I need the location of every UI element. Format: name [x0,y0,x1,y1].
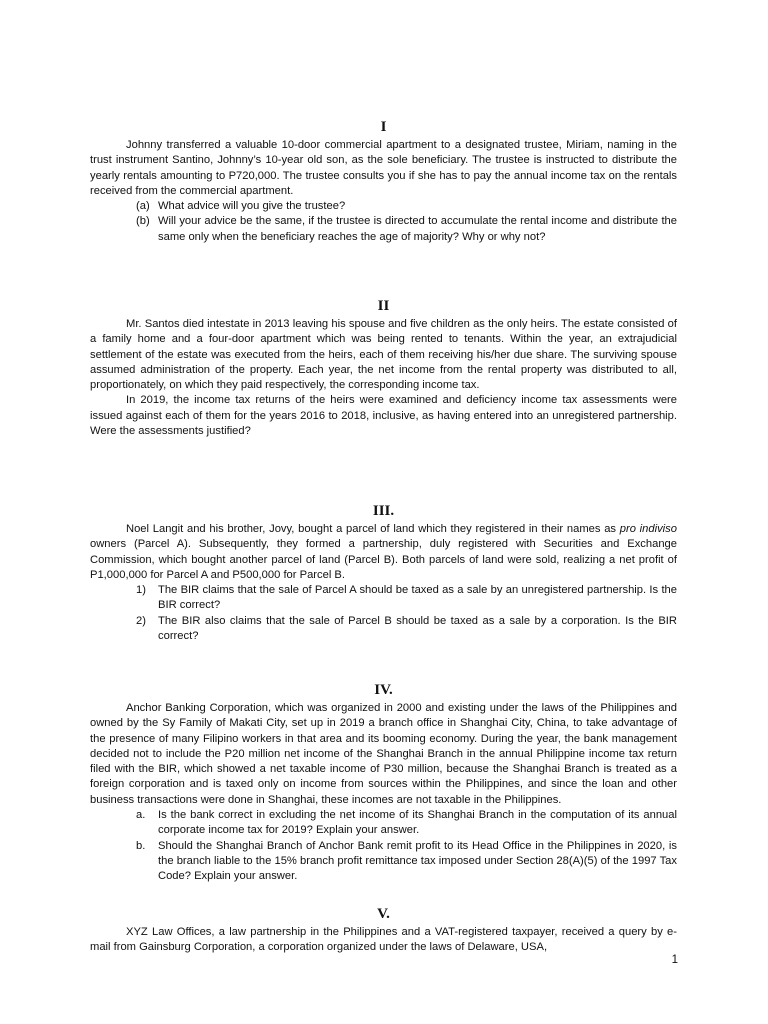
question-list [90,808,677,884]
section-paragraph: Anchor Banking Corporation, which was organized in 2000 and existing under the laws of the Philippines and owned by the Sy Family of Makati City, set up in 2019 a branch office in Shanghai City, China, to take advantage of the presence of many Filipino workers in that area and its booming economy. During the year, the bank management decided not to include the P20 million net income of the Shanghai Branch in the annual Philippine income tax return filed with the BIR, which showed a net taxable income of P30 million, because the Shanghai Branch is treated as a foreign corporation and is taxed only on income from sources within the Philippines, and since the loan and other business transactions were done in Shanghai, these incomes are not taxable in the Philippines. [90,702,677,806]
section-paragraph [90,522,677,583]
list-item-text: Should the Shanghai Branch of Anchor Bank remit profit to its Head Office in the Philippines in 2020, is the branch liable to the 15% branch profit remittance tax imposed under Section 28(A)(5) of the 1997 Tax Code? Explain your answer. [158,839,677,883]
section-4 [90,681,677,885]
section-3 [90,502,677,644]
section-paragraph: Mr. Santos died intestate in 2013 leaving his spouse and five children as the only heirs. The estate consisted of a family home and a four-door apartment which was being rented to tenants. Within the year, an extrajudicial settlement of the estate was executed from the heirs, each of them receiving his/her due share. The surviving spouse assumed administration of the property. Each year, the net income from the rental property was distributed to all, proportionately, on which they paid respectively, the corresponding income tax. [90,318,677,392]
list-marker: 2) [136,614,146,627]
section-1 [90,118,677,245]
section-heading: IV. [374,682,393,698]
list-item [90,808,677,839]
section-paragraph: Johnny transferred a valuable 10-door commercial apartment to a designated trustee, Miriam, naming in the trust instrument Santino, Johnny’s 10-year old son, as the sole beneficiary. The trustee is instructed to distribute the yearly rentals amounting to P720,000. The trustee consults you if she has to pay the annual income tax on the rentals received from the commercial apartment. [90,139,677,197]
list-marker: (b) [136,215,150,228]
section-heading: II [377,298,390,314]
list-item [90,199,677,214]
list-item [90,614,677,645]
list-item [90,839,677,885]
list-item [90,583,677,614]
section-5 [90,905,677,956]
list-item-text: What advice will you give the trustee? [158,200,346,213]
section-paragraph: In 2019, the income tax returns of the heirs were examined and deficiency income tax assessments were issued against each of them for the years 2016 to 2018, inclusive, as having entered into an unregistered partnership. Were the assessments justified? [90,394,677,438]
page-number: 1 [671,954,678,966]
list-item-text: Will your advice be the same, if the trustee is directed to accumulate the rental income and distribute the same only when the beneficiary reaches the age of majority? Why or why not? [158,215,677,243]
list-marker: b. [136,839,146,852]
italic-term: pro indiviso [619,523,677,535]
section-heading: I [380,119,387,135]
paragraph-text: owners (Parcel A). Subsequently, they formed a partnership, duly registered with Securities and Exchange Commission, which bought another parcel of land (Parcel B). Both parcels of land were sold, realizing a net profit of P1,000,000 for Parcel A and P500,000 for Parcel B. [90,538,677,581]
list-item-text: The BIR also claims that the sale of Parcel B should be taxed as a sale by a corporation. Is the BIR correct? [158,614,677,643]
paragraph-text: Noel Langit and his brother, Jovy, bought a parcel of land which they registered in their names as [126,523,620,535]
list-marker: (a) [136,200,150,213]
section-heading: III. [372,503,395,519]
question-list [90,199,677,245]
list-marker: 1) [136,584,146,597]
section-heading: V. [377,906,390,922]
list-marker: a. [136,809,146,822]
list-item-text: The BIR claims that the sale of Parcel A should be taxed as a sale by an unregistered partnership. Is the BIR correct? [158,584,677,612]
list-item [90,214,677,245]
section-2 [90,297,677,439]
list-item-text: Is the bank correct in excluding the net income of its Shanghai Branch in the computation of its annual corporate income tax for 2019? Explain your answer. [158,809,677,837]
question-list [90,583,677,644]
section-paragraph: XYZ Law Offices, a law partnership in the Philippines and a VAT-registered taxpayer, received a query by e-mail from Gainsburg Corporation, a corporation organized under the laws of Delaware, USA, [90,926,677,954]
